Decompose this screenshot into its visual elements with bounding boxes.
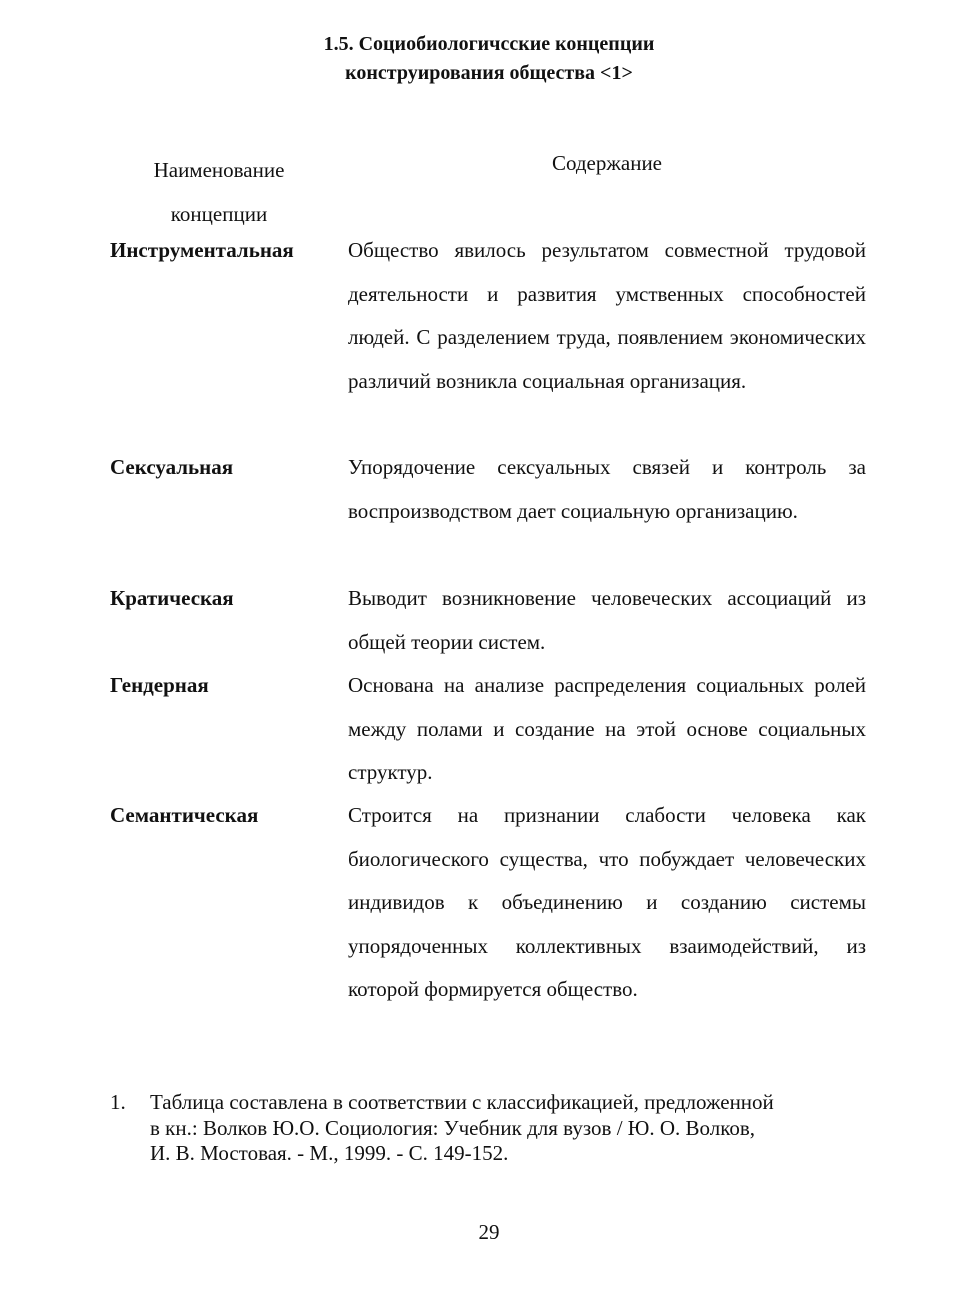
title-line-1: 1.5. Социобиологичсские концепции: [323, 33, 655, 55]
concept-name: Семантическая: [110, 803, 259, 827]
concept-name: Кратическая: [110, 586, 234, 610]
title-line-2: конструирования общества <1>: [345, 62, 633, 84]
concept-name: Инструментальная: [110, 238, 294, 262]
footnote-line: Таблица составлена в соответствии с классификацией, предложенной: [150, 1090, 774, 1114]
concept-content: Упорядочение сексуальных связей и контроль за воспроизводством дает социальную организацию.: [348, 455, 866, 523]
concept-name: Сексуальная: [110, 455, 234, 479]
concept-content: Общество явилось результатом совместной трудовой деятельности и развития умственных способностей людей. С разделением труда, появлением экономических различий возникла социальная организация.: [348, 238, 866, 393]
footnote-line: И. В. Мостовая. - М., 1999. - С. 149-152.: [150, 1141, 509, 1165]
concept-content: Основана на анализе распределения социальных ролей между полами и создание на этой основе социальных структур.: [348, 673, 866, 784]
footnote-line: в кн.: Волков Ю.О. Социология: Учебник для вузов / Ю. О. Волков,: [150, 1115, 756, 1140]
concept-name: Гендерная: [110, 673, 209, 697]
concept-content: Выводит возникновение человеческих ассоциаций из общей теории систем.: [348, 586, 866, 654]
footnote-text: [150, 1090, 878, 1167]
table-header-name: Наименование концепции: [153, 158, 285, 226]
concept-content: Строится на признании слабости человека как биологического существа, что побуждает человеческих индивидов к объединению и созданию системы упорядоченных коллективных взаимодействий, из которой формируется общество.: [348, 803, 866, 1001]
page-number: 29: [478, 1220, 500, 1244]
footnote-number: 1.: [110, 1090, 126, 1114]
page-title: [0, 30, 978, 88]
table-header-content: Содержание: [551, 151, 663, 175]
